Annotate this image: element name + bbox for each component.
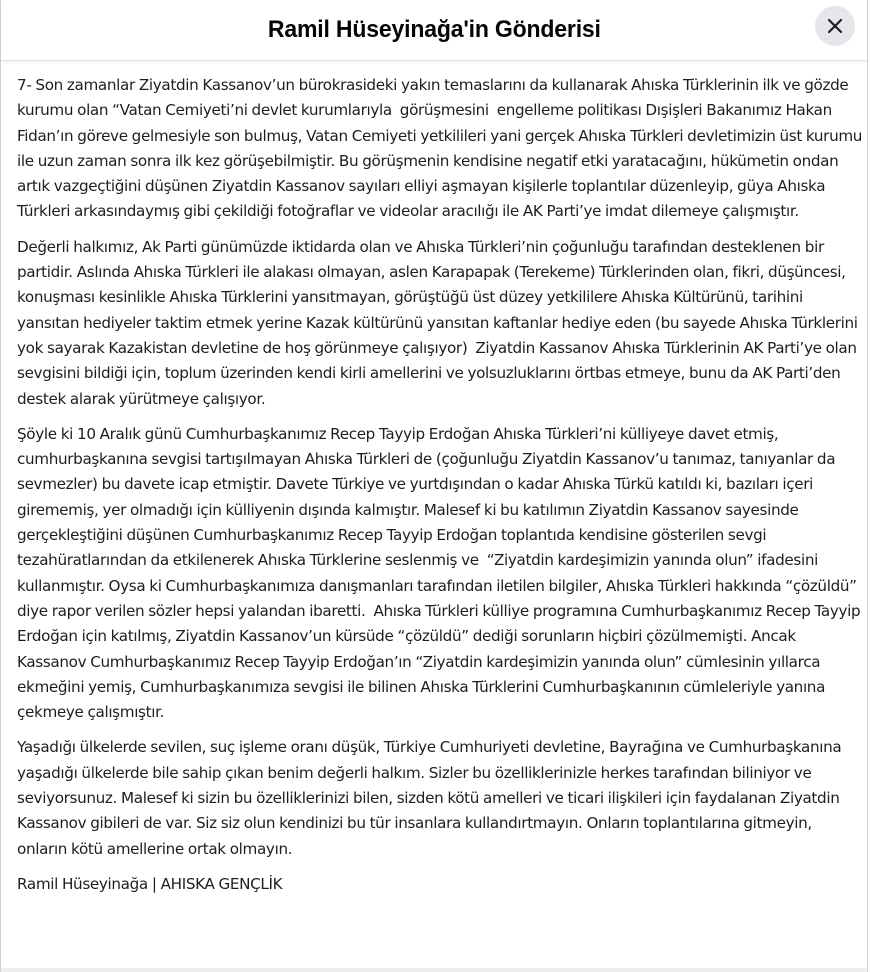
dialog-header <box>1 0 867 61</box>
post-body <box>17 73 865 907</box>
close-icon <box>825 16 845 36</box>
post-signature: Ramil Hüseyinağa | AHISKA GENÇLİK <box>17 874 283 893</box>
post-paragraph-4: Yaşadığı ülkelerde sevilen, suç işleme oranı düşük, Türkiye Cumhuriyeti devletine, Bayrağına ve Cumhurbaşkanına yaşadığı ülkelerde bile sahip çıkan benim değerli halkım. Sizler bu özelliklerinizle herkes tarafından biliniyor ve seviyorsunuz. Malesef ki sizin bu özelliklerinizi bilen, sizden kötü amelleri ve ticari ilişkileri için faydalanan Ziyatdin Kassanov gibileri de var. Siz siz olun kendinizi bu tür insanlara kullandırtmayın. Onların toplantılarına gitmeyin, onların kötü amellerine ortak olmayın. <box>17 738 846 858</box>
post-paragraph-1: 7- Son zamanlar Ziyatdin Kassanov’un bürokrasideki yakın temaslarını da kullanarak Ahıska Türklerinin ilk ve gözde kurumu olan “Vatan Cemiyeti’ni devlet kurumlarıyla görüşmesini engelleme politikası Dışişleri Bakanımız Hakan Fidan’ın göreve gelmesiyle son bulmuş, Vatan Cemiyeti yetkilileri yani gerçek Ahıska Türkleri devletimizin üst kurumu ile uzun zaman sonra ilk kez görüşebilmiştir. Bu görüşmenin kendisine negatif etki yaratacağını, hükümetin ondan artık vazgeçtiğini düşünen Ziyatdin Kassanov sayıları elliyi aşmayan kişilerle toplantılar düzenleyip, güya Ahıska Türkleri arkasındaymış gibi çekildiği fotoğraflar ve videolar aracılığı ile AK Parti’ye imdat dilemeye çalışmıştır. <box>17 76 867 221</box>
post-paragraph-2: Değerli halkımız, Ak Parti günümüzde iktidarda olan ve Ahıska Türkleri’nin çoğunluğu tarafından desteklenen bir partidir. Aslında Ahıska Türkleri ile alakası olmayan, aslen Karapapak (Terekeme) Türklerinden olan, fikri, düşüncesi, konuşması kesinlikle Ahıska Türklerini yansıtmayan, görüştüğü üst düzey yetkililere Ahıska Kültürünü, tarihini yansıtan hediyeler taktim etmek yerine Kazak kültürünü yansıtan kaftanlar hediye eden (bu sayede Ahıska Türklerini yok sayarak Kazakistan devletine de hoş görünmeye çalışıyor) Ziyatdin Kassanov Ahıska Türklerinin AK Parti’ye olan sevgisini bildiği için, toplum üzerinden kendi kirli amellerini ve yolsuzluklarını örtbas etmeye, bunu da AK Parti’den destek alarak yürütmeye çalışıyor. <box>17 237 862 408</box>
dialog-bottom-edge <box>1 968 867 972</box>
dialog-title: Ramil Hüseyinağa'in Gönderisi <box>267 16 601 43</box>
post-paragraph-3: Şöyle ki 10 Aralık günü Cumhurbaşkanımız Recep Tayyip Erdoğan Ahıska Türkleri’ni külliyeye davet etmiş, cumhurbaşkanına sevgisi tartışılmayan Ahıska Türkleri de (çoğunluğu Ziyatdin Kassanov’u tanımaz, tanıyanlar da sevmezler) bu davete icap etmiştir. Davete Türkiye ve yurtdışından o kadar Ahıska Türkü katıldı ki, bazıları içeri girememiş, yer olmadığı için külliyenin dışında kalmıştır. Malesef ki bu katılımın Ziyatdin Kassanov sayesinde gerçekleştiğini düşünen Cumhurbaşkanımız Recep Tayyip Erdoğan toplantıda kendisine gösterilen sevgi tezahüratlarından da etkilenerek Ahıska Türklerine seslenmiş ve “Ziyatdin kardeşimizin yanında olun” ifadesini kullanmıştır. Oysa ki Cumhurbaşkanımıza danışmanları tarafından iletilen bilgiler, Ahıska Türkleri hakkında “çözüldü” diye rapor verilen sözler hepsi yalandan ibaretti. Ahıska Türkleri külliye programına Cumhurbaşkanımız Recep Tayyip Erdoğan için katılmış, Ziyatdin Kassanov’un kürsüde “çözüldü” dediği sorunların hiçbiri çözülmemişti. Ancak Kassanov Cumhurbaşkanımız Recep Tayyip Erdoğan’ın “Ziyatdin kardeşimizin yanında olun” cümlesinin yıllarca ekmeğini yemiş, Cumhurbaşkanımıza sevgisi ile bilinen Ahıska Türklerini Cumhurbaşkanının cümleleriyle yanına çekmeye çalışmıştır. <box>17 424 865 722</box>
close-button[interactable] <box>815 6 855 46</box>
